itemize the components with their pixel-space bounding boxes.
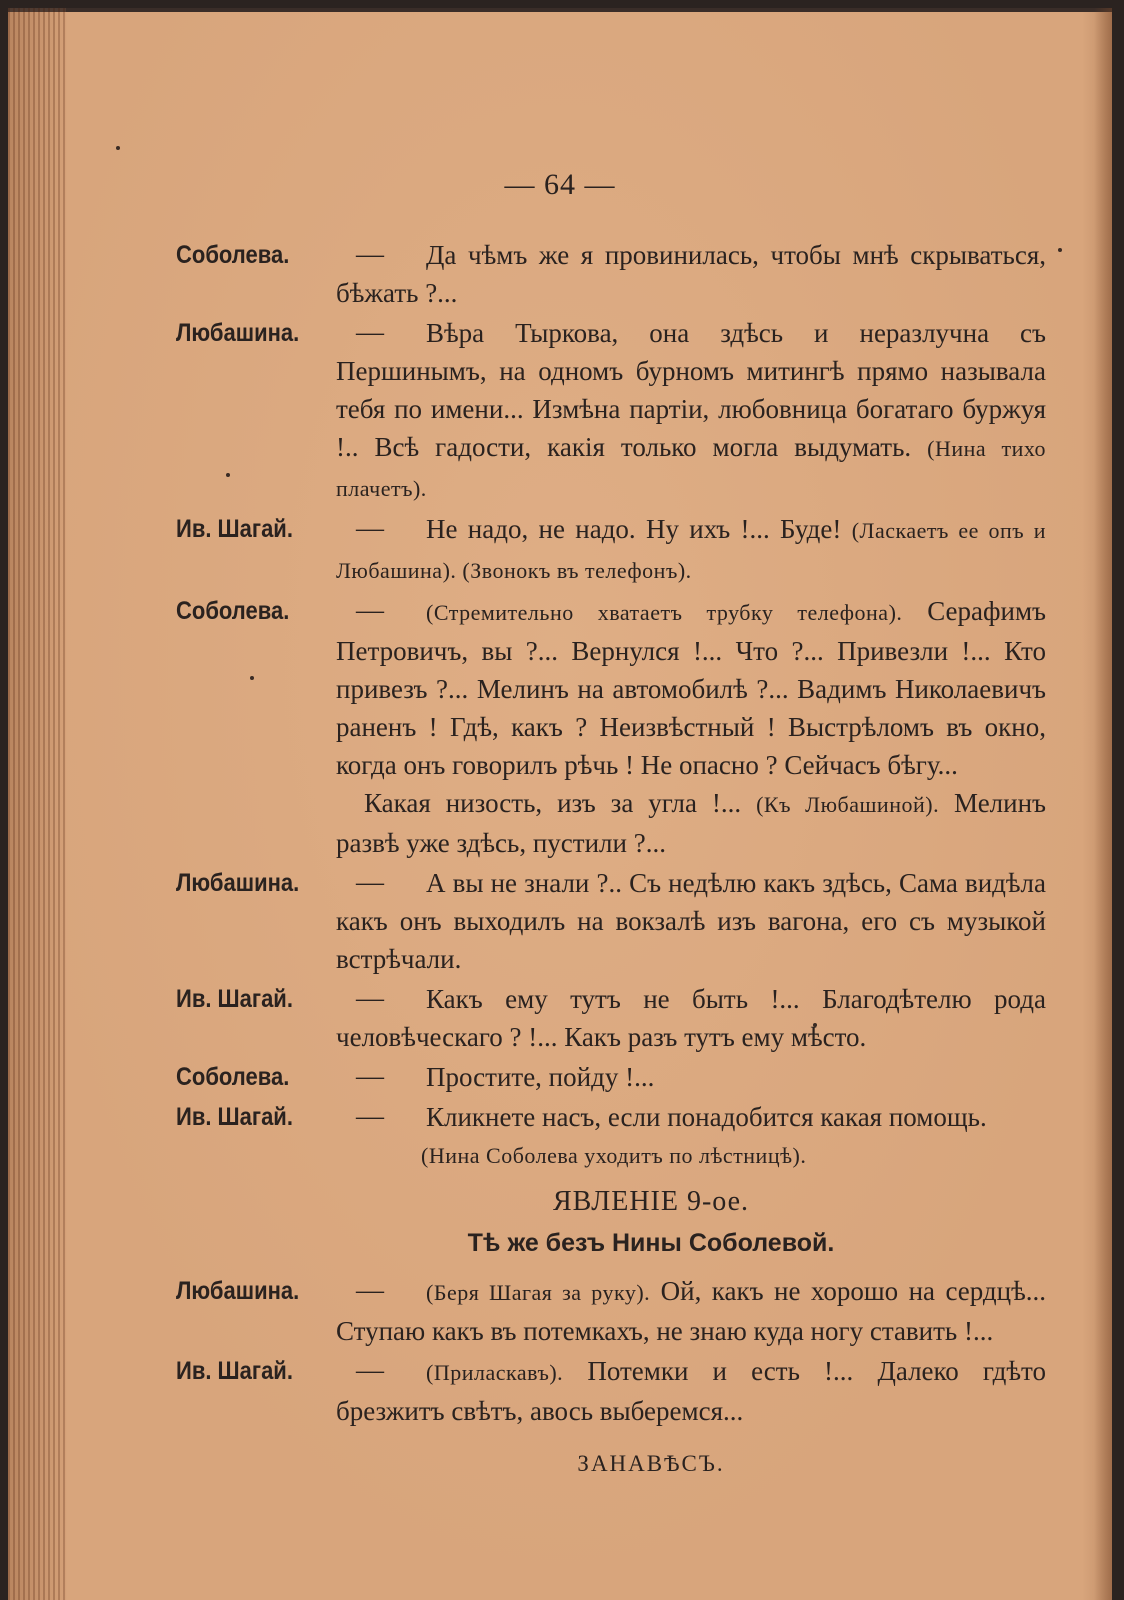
- speaker-name: Ив. Шагай.: [176, 1357, 293, 1385]
- speaker-name: Любашина.: [176, 1277, 300, 1305]
- speech-dash: —: [356, 983, 384, 1014]
- top-edge: [8, 8, 1112, 12]
- speech-dash: —: [356, 867, 384, 898]
- curtain-marker: ЗАНАВѢСЪ.: [577, 1451, 725, 1476]
- speech-dash: —: [356, 239, 384, 270]
- speech-text: (Беря Шагая за руку). Ой, какъ не хорошо на сердцѣ... Ступаю какъ въ потемкахъ, не знаю куда ногу ставить !...: [336, 1276, 1047, 1346]
- scene-title: ЯВЛЕНІЕ 9-ое.: [552, 1186, 750, 1217]
- speech-dash: —: [356, 1061, 384, 1092]
- page-gutter: [8, 8, 66, 1600]
- speech-dash: —: [356, 595, 384, 626]
- speech-text: А вы не знали ?.. Съ недѣлю какъ здѣсь, Сама видѣла какъ онъ выходилъ на вокзалѣ изъ вагона, его съ музыкой встрѣчали.: [336, 868, 1046, 974]
- dialogue-entry: [176, 1098, 1046, 1136]
- speech-text: Кликнете насъ, если понадобится какая помощь.: [426, 1102, 987, 1132]
- dialogue-entry: [176, 980, 1046, 1056]
- speech-text: Вѣра Тыркова, она здѣсь и неразлучна съ Першинымъ, на одномъ бурномъ митингѣ прямо называла тебя по имени... Измѣна партіи, любовница богатаго буржуя !.. Всѣ гадости, какія только могла выдумать. (Нина тихо плачетъ).: [336, 318, 1047, 501]
- dialogue-entry: [176, 510, 1046, 590]
- speaker-name: Ив. Шагай.: [176, 515, 293, 543]
- speaker-name: Соболева.: [176, 241, 290, 269]
- speaker-name: Ив. Шагай.: [176, 1103, 293, 1131]
- speaker-name: Ив. Шагай.: [176, 985, 293, 1013]
- stage-direction: (Къ Любашиной).: [756, 792, 940, 817]
- play-text: [176, 236, 1046, 1484]
- dialogue-entry: [176, 314, 1046, 508]
- dialogue-entry: [176, 1058, 1046, 1096]
- dialogue-entry: [176, 236, 1046, 312]
- speech-text: Не надо, не надо. Ну ихъ !... Буде! (Ласкаетъ ее опъ и Любашина). (Звонокъ въ телефонъ).: [336, 514, 1046, 583]
- speech-dash: —: [356, 317, 384, 348]
- dialogue-entry: [176, 864, 1046, 978]
- dialogue-entry: [176, 592, 1046, 862]
- speech-text: Простите, пойду !...: [426, 1062, 655, 1092]
- speaker-name: Соболева.: [176, 597, 290, 625]
- speaker-name: Любашина.: [176, 319, 300, 347]
- speech-dash: —: [356, 1275, 384, 1306]
- dialogue-entry: [176, 1272, 1046, 1350]
- speech-text: (Стремительно хватаетъ трубку телефона). Серафимъ Петровичъ, вы ?... Вернулся !... Что ?... Привезли !... Кто привезъ ?... Мелинъ на автомобилѣ ?... Вадимъ Николаевичъ раненъ ! Гдѣ, какъ ? Неизвѣстный ! Выстрѣломъ въ окно, когда онъ говорилъ рѣчь ! Не опасно ? Сейчасъ бѣгу...: [336, 596, 1047, 780]
- page-number: — 64 —: [504, 168, 616, 201]
- stage-direction: (Стремительно хватаетъ трубку телефона).: [426, 600, 903, 625]
- exit-stage-direction: (Нина Соболева уходитъ по лѣстницѣ).: [421, 1143, 807, 1168]
- speech-dash: —: [356, 1101, 384, 1132]
- speaker-name: Соболева.: [176, 1063, 290, 1091]
- stage-direction: (Ласкаетъ ее опъ и Любашина). (Звонокъ въ телефонъ).: [336, 518, 1046, 583]
- scene-subtitle: Тѣ же безъ Нины Соболевой.: [467, 1229, 835, 1257]
- paper-speck: [116, 146, 120, 150]
- speech-dash: —: [356, 513, 384, 544]
- speaker-name: Любашина.: [176, 869, 300, 897]
- speech-dash: —: [356, 1355, 384, 1386]
- page-edge: [1094, 8, 1112, 1600]
- speech-continuation: Какая низость, изъ за угла !... (Къ Любашиной). Мелинъ развѣ уже здѣсь, пустили ?...: [336, 788, 1047, 858]
- paper-speck: [1058, 248, 1062, 252]
- stage-direction: (Беря Шагая за руку).: [426, 1280, 651, 1305]
- speech-text: Да чѣмъ же я провинилась, чтобы мнѣ скрываться, бѣжать ?...: [336, 240, 1046, 308]
- book-page: [8, 8, 1112, 1600]
- dialogue-entry: [176, 1352, 1046, 1430]
- speech-text: (Приласкавъ). Потемки и есть !... Далеко гдѣто брезжитъ свѣтъ, авось выберемся...: [336, 1356, 1047, 1426]
- speech-text: Какъ ему тутъ не быть !... Благодѣтелю рода человѣческаго ? !... Какъ разъ тутъ ему мѣсто.: [336, 984, 1046, 1052]
- stage-direction: (Нина тихо плачетъ).: [336, 436, 1047, 501]
- stage-direction: (Приласкавъ).: [426, 1360, 564, 1385]
